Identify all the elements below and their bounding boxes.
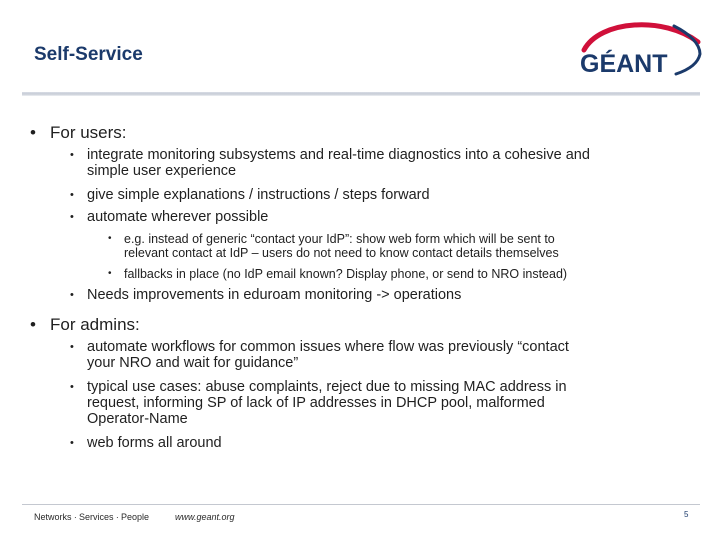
bullet-text: Needs improvements in eduroam monitoring -> operations: [87, 287, 462, 303]
bullet-icon: •: [70, 437, 74, 449]
bullet-icon: •: [70, 381, 74, 393]
footer-divider: [22, 504, 700, 505]
list-item: [70, 209, 268, 225]
bullet-text: automate wherever possible: [87, 209, 269, 225]
bullet-text: For admins:: [50, 315, 140, 334]
header-divider: [22, 92, 700, 96]
bullet-icon: •: [70, 341, 74, 353]
bullet-text-cont: simple user experience: [87, 163, 237, 179]
bullet-text: web forms all around: [87, 435, 222, 451]
footer-tagline: Networks ∙ Services ∙ People: [34, 512, 150, 522]
bullet-text: automate workflows for common issues where flow was previously “contact: [87, 339, 569, 355]
bullet-text-cont: your NRO and wait for guidance”: [87, 355, 299, 371]
list-item: [108, 232, 559, 260]
bullet-icon: •: [108, 233, 112, 244]
geant-logo: [572, 14, 706, 84]
list-item: [70, 435, 222, 451]
bullet-icon: •: [70, 149, 74, 161]
bullet-text: typical use cases: abuse complaints, reject due to missing MAC address in: [87, 379, 567, 395]
bullet-icon: •: [30, 315, 36, 334]
bullet-text: e.g. instead of generic “contact your IdP”: show web form which will be sent to: [124, 232, 555, 246]
bullet-text: fallbacks in place (no IdP email known? Display phone, or send to NRO instead): [124, 267, 568, 281]
bullet-text-cont: relevant contact at IdP – users do not need to know contact details themselves: [124, 246, 559, 260]
list-item: [108, 267, 567, 281]
list-item: [70, 379, 567, 427]
list-item: [70, 147, 590, 179]
bullet-text-cont: request, informing SP of lack of IP addresses in DHCP pool, malformed: [87, 395, 545, 411]
list-item: [70, 339, 569, 371]
page-number: 5: [684, 510, 689, 519]
bullet-text: give simple explanations / instructions / steps forward: [87, 187, 430, 203]
bullet-text-cont: Operator-Name: [87, 411, 188, 427]
bullet-icon: •: [30, 123, 36, 142]
list-item: [70, 287, 461, 303]
list-item: [70, 187, 430, 203]
bullet-icon: •: [70, 189, 74, 201]
list-item: [30, 123, 127, 143]
bullet-text: integrate monitoring subsystems and real-time diagnostics into a cohesive and: [87, 147, 590, 163]
list-item: [30, 315, 140, 335]
bullet-icon: •: [108, 268, 112, 279]
footer-url: www.geant.org: [175, 512, 235, 522]
logo-wordmark: GÉANT: [580, 50, 668, 78]
bullet-icon: •: [70, 289, 74, 301]
bullet-text: For users:: [50, 123, 127, 142]
slide-title: Self-Service: [34, 44, 143, 65]
bullet-icon: •: [70, 211, 74, 223]
